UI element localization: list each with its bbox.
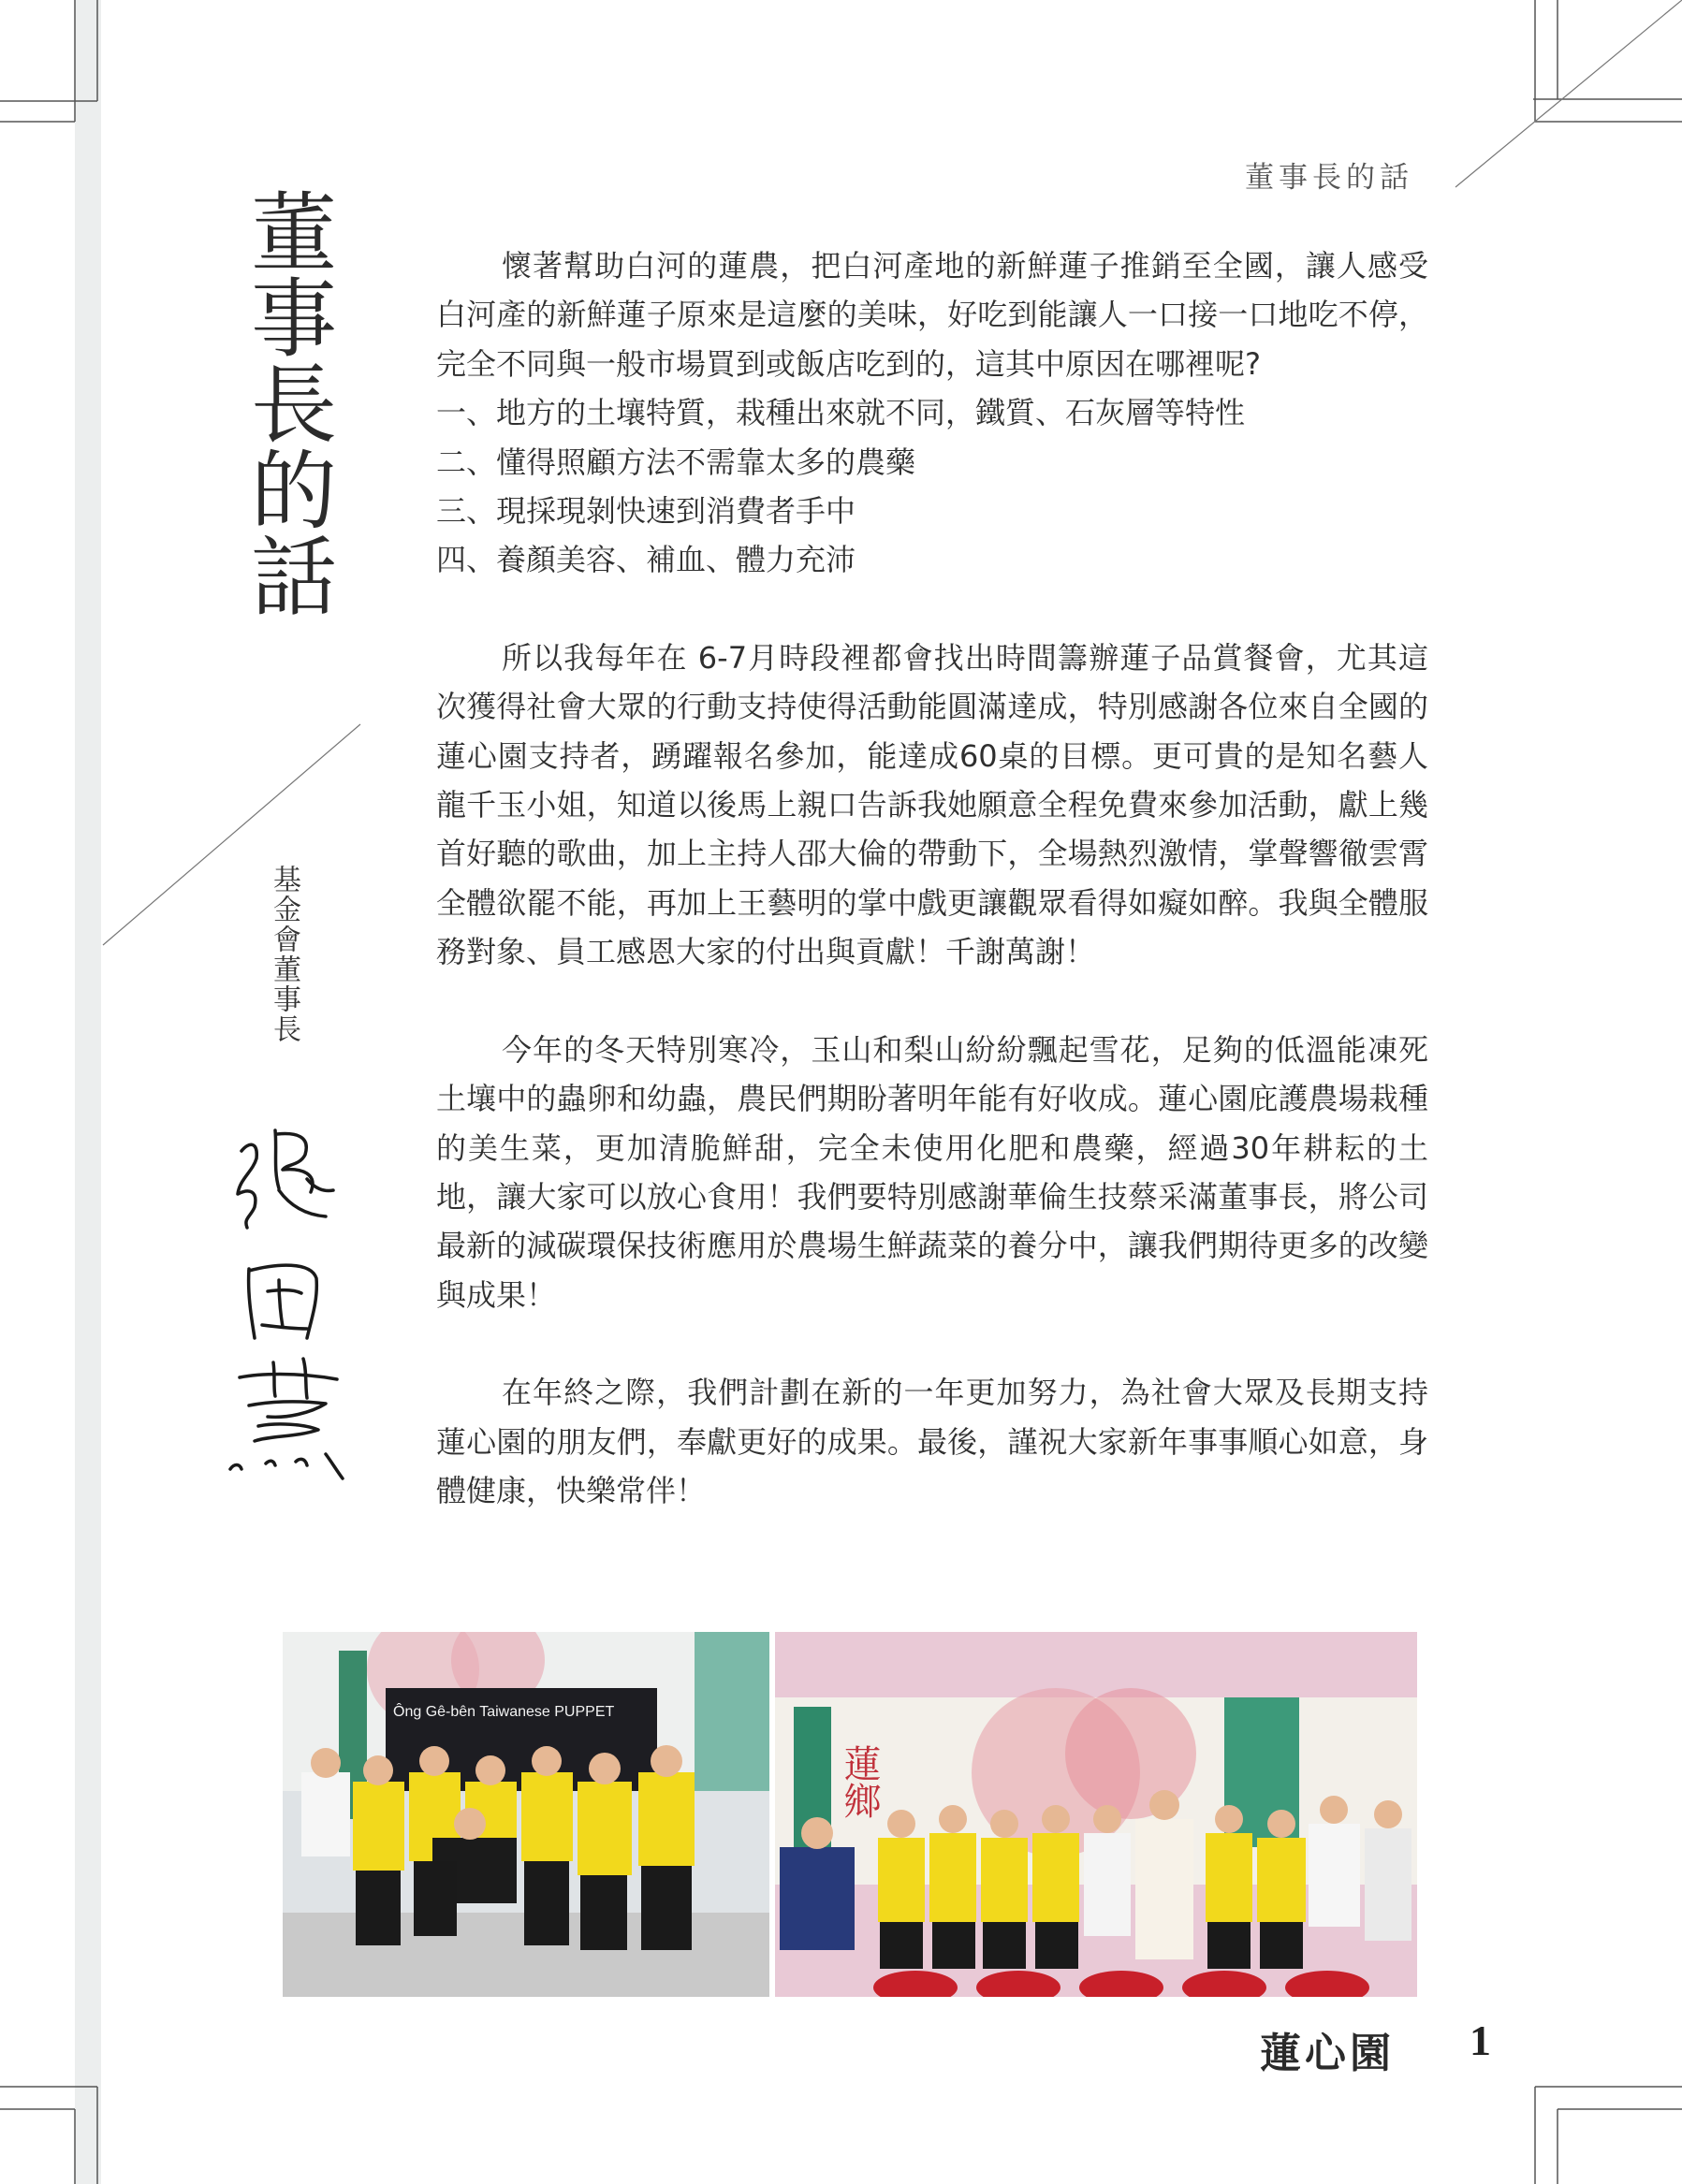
list-item: 一、地方的土壤特質，栽種出來就不同，鐵質、石灰層等特性 xyxy=(436,395,1246,431)
list-item: 二、懂得照顧方法不需靠太多的農藥 xyxy=(436,444,916,480)
sign-text: 蓮鄉 xyxy=(838,1744,881,1819)
footer-logo: 蓮心園 xyxy=(1260,2030,1395,2077)
list-item: 三、現採現剝快速到消費者手中 xyxy=(436,493,856,530)
paragraph-banquet: 所以我每年在 6-7月時段裡都會找出時間籌辦蓮子品賞餐會，尤其這次獲得社會大眾的行動支持使得活動能圓滿達成，特別感謝各位來自全國的蓮心園支持者，踴躍報名參加，能達成60桌的目標。更可貴的是知名藝人龍千玉小姐，知道以後馬上親口告訴我她願意全程免費來參加活動，獻上幾首好聽的歌曲，加上主持人邵大倫的帶動下，全場熱烈激情，掌聲響徹雲霄全體欲罷不能，再加上王藝明的掌中戲更讓觀眾看得如癡如醉。我與全體服務對象、員工感恩大家的付出與貢獻！千謝萬謝！ xyxy=(436,639,1428,970)
article-body xyxy=(436,241,1428,1515)
photo-group-right xyxy=(775,1632,1417,1997)
paragraph-closing: 在年終之際，我們計劃在新的一年更加努力，為社會大眾及長期支持蓮心園的朋友們，奉獻更好的成果。最後，謹祝大家新年事事順心如意，身體健康，快樂常伴！ xyxy=(436,1375,1428,1508)
list-item: 四、養顏美容、補血、體力充沛 xyxy=(436,542,856,578)
page-number: 1 xyxy=(1470,2017,1491,2064)
intro-paragraph: 懷著幫助白河的蓮農，把白河產地的新鮮蓮子推銷至全國，讓人感受白河產的新鮮蓮子原來是這麼的美味，好吃到能讓人一口接一口地吃不停，完全不同與一般市場買到或飯店吃到的，這其中原因在哪裡呢? xyxy=(436,248,1428,382)
page-title: 董事長的話 xyxy=(237,187,337,618)
photo-group-left xyxy=(283,1632,769,1997)
paragraph-winter: 今年的冬天特別寒冷，玉山和梨山紛紛飄起雪花，足夠的低溫能凍死土壤中的蟲卵和幼蟲，農民們期盼著明年能有好收成。蓮心園庇護農場栽種的美生菜，更加清脆鮮甜，完全未使用化肥和農藥，經過30年耕耘的土地，讓大家可以放心食用！我們要特別感謝華倫生技蔡采滿董事長，將公司最新的減碳環保技術應用於農場生鮮蔬菜的養分中，讓我們期待更多的改變與成果！ xyxy=(436,1031,1428,1313)
section-header: 董事長的話 xyxy=(1245,161,1413,195)
reasons-list xyxy=(436,388,1428,585)
signature xyxy=(221,1114,352,1488)
banner-text: Ông Gê-bên Taiwanese PUPPET xyxy=(393,1704,615,1720)
author-role: 基金會董事長 xyxy=(268,865,300,1044)
